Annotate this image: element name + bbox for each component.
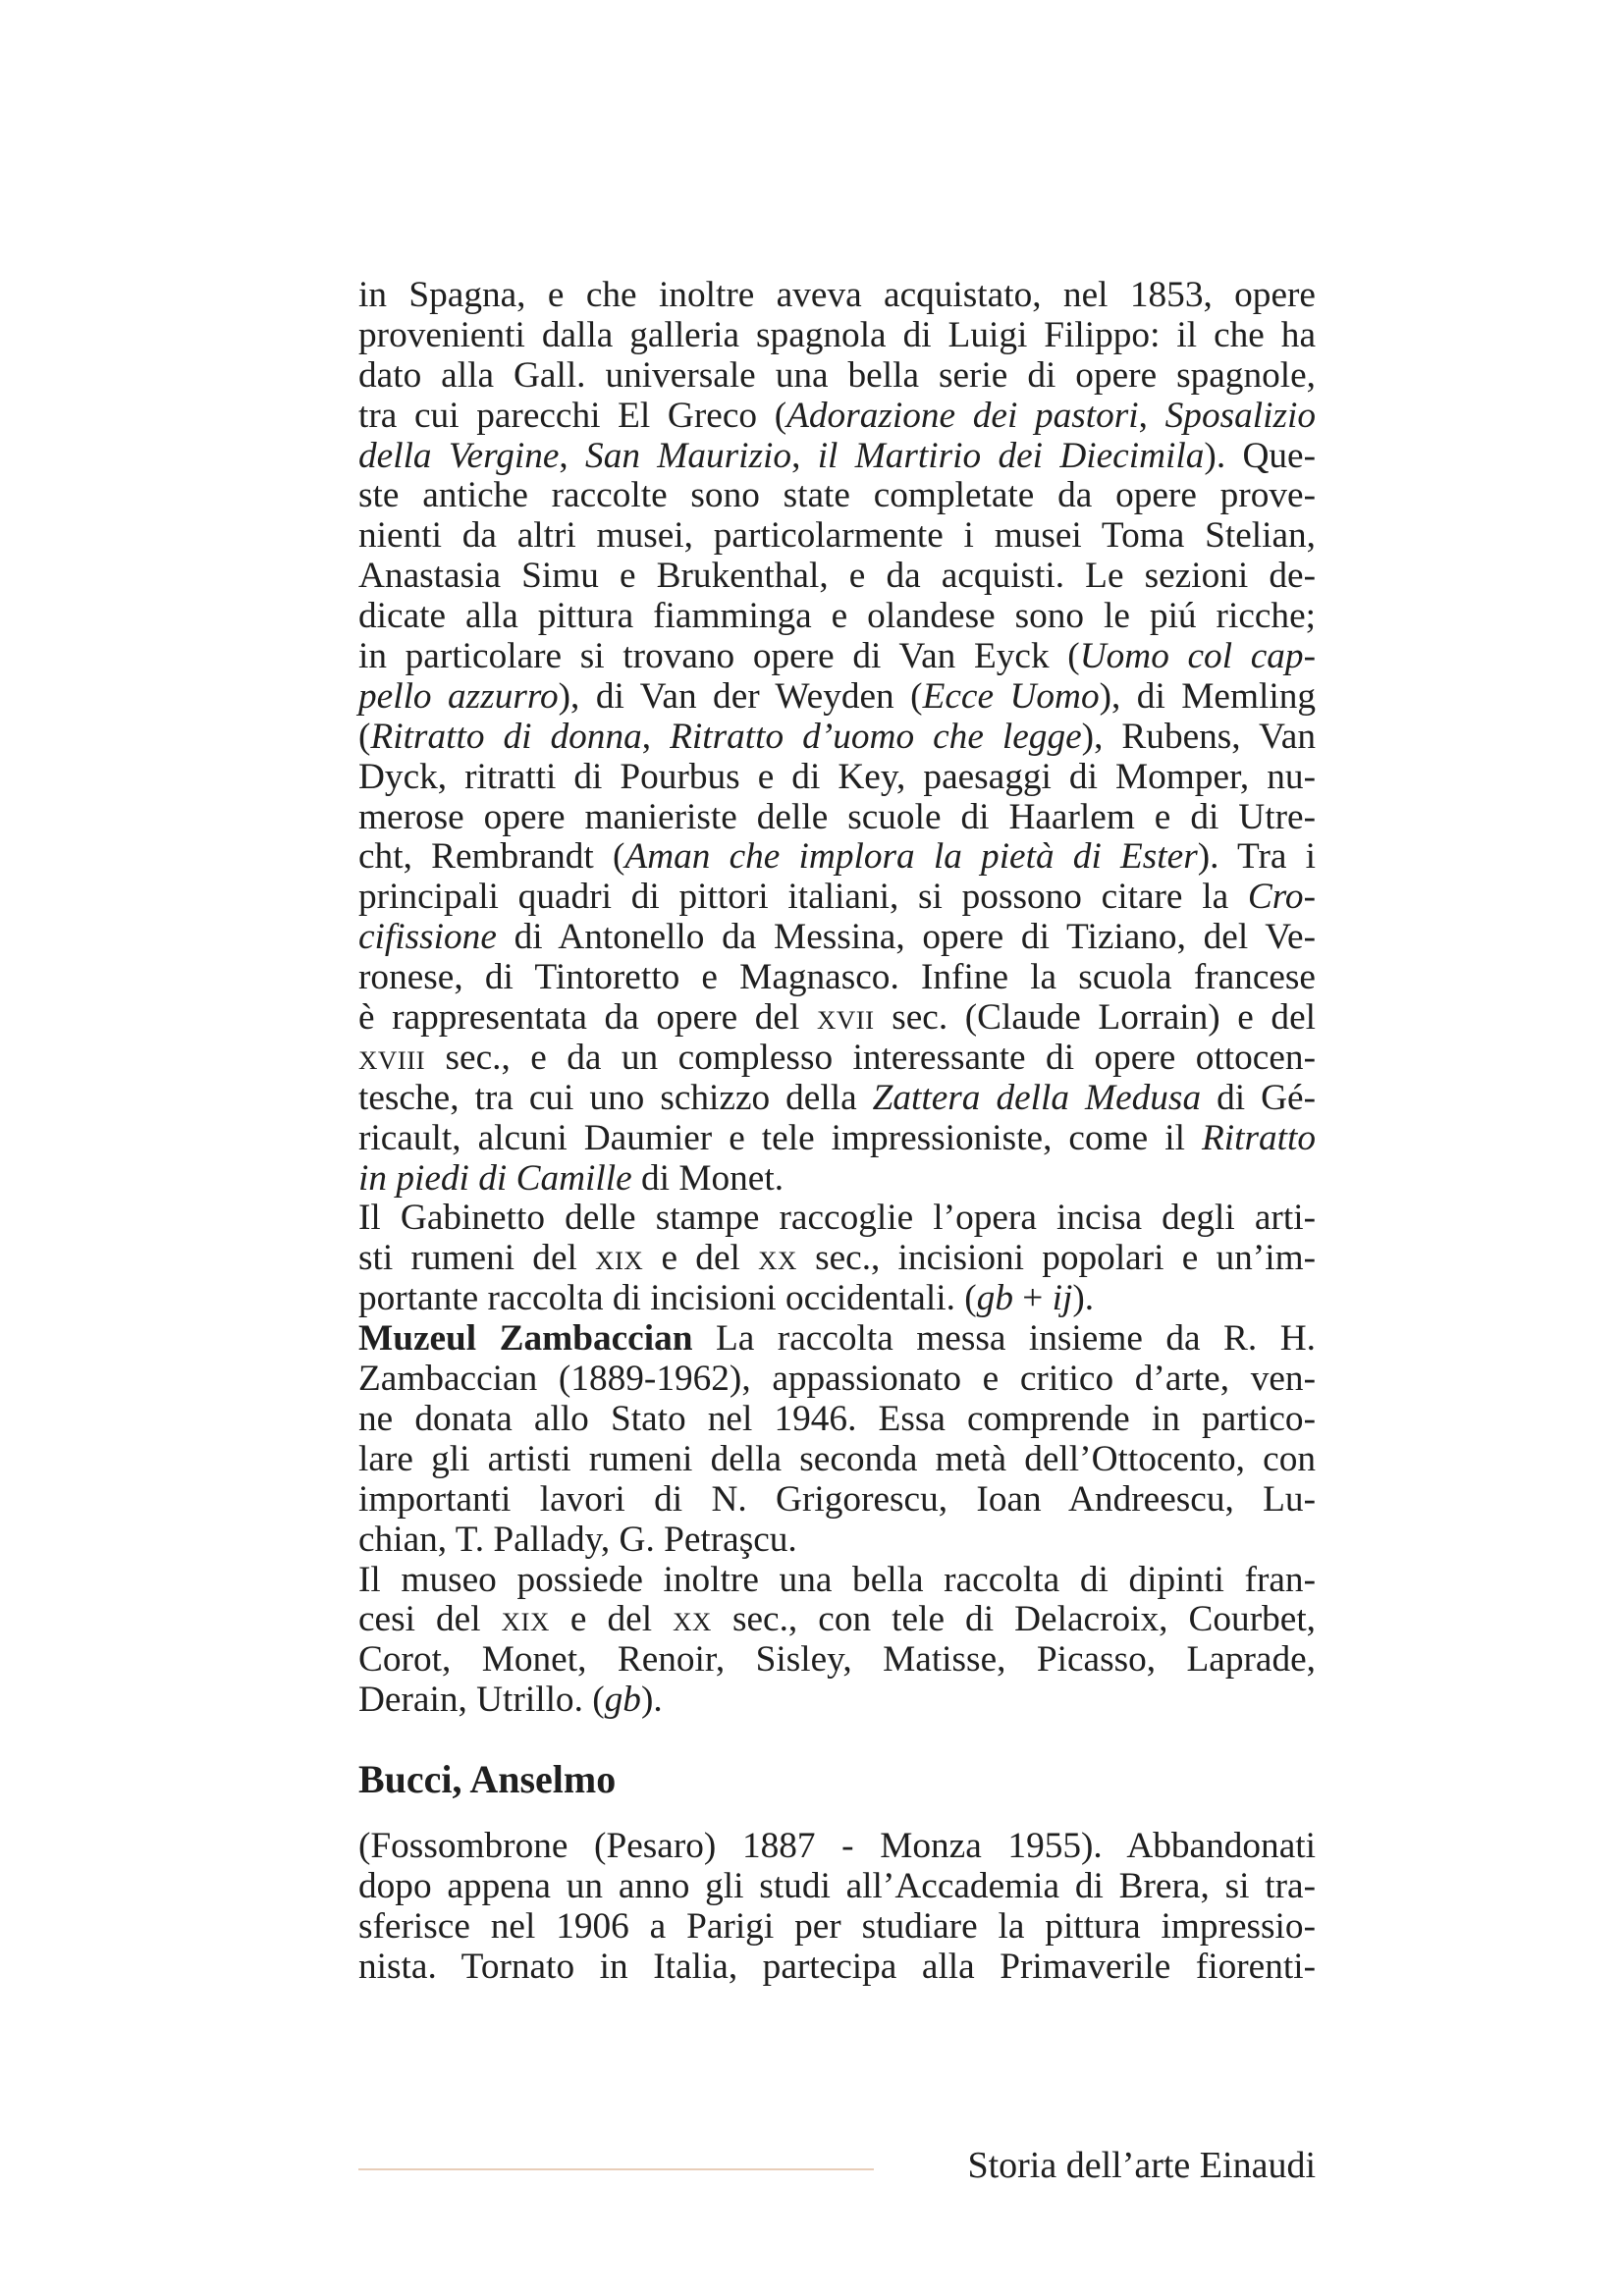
text-run: è rappresentata da opere del: [358, 997, 817, 1039]
body-text: [358, 276, 1316, 1988]
text-run: dato alla Gall. universale una bella serie di opere spagnole,: [358, 354, 1316, 396]
text-run: in particolare si trovano opere di Van Eyck (: [358, 636, 1080, 677]
century-numeral: XVII: [816, 1005, 875, 1036]
italic-title: in piedi di Camille: [358, 1157, 632, 1199]
text-run: (: [358, 716, 371, 757]
text-line: [358, 798, 1316, 838]
text-line: [358, 677, 1316, 718]
text-line: [358, 437, 1316, 477]
italic-title: Aman che implora la pietà di Ester: [624, 836, 1198, 878]
text-line: [358, 1199, 1316, 1239]
text-run: cht, Rembrandt (: [358, 836, 625, 878]
text-run: ricault, alcuni Daumier e tele impressioniste, come il: [358, 1117, 1202, 1158]
italic-title: cifissione: [358, 917, 497, 958]
text-run: ste antiche raccolte sono state completate da opere prove-: [358, 475, 1316, 516]
text-line: [358, 1561, 1316, 1601]
text-run: ). Que-: [1204, 435, 1316, 476]
text-run: dopo appena un anno gli studi all’Accademia di Brera, si tra-: [358, 1865, 1316, 1906]
text-line: [358, 1319, 1316, 1360]
text-line: [358, 1480, 1316, 1521]
text-run: Bucci, Anselmo: [358, 1757, 617, 1802]
text-run: sec., e da un complesso interessante di opere ottocen-: [425, 1037, 1316, 1078]
text-run: ,: [559, 435, 586, 476]
text-run: in Spagna, e che inoltre aveva acquistato, nel 1853, opere: [358, 275, 1316, 315]
text-run: lare gli artisti rumeni della seconda metà dell’Ottocento, con: [358, 1438, 1316, 1479]
text-run: merose opere manieriste delle scuole di Haarlem e di Utre-: [358, 796, 1316, 837]
bold-subheading: Muzeul Zambaccian: [358, 1318, 693, 1360]
italic-title: Sposalizio: [1164, 395, 1316, 436]
italic-title: il Martirio dei Diecimila: [817, 435, 1205, 476]
text-run: di Gé-: [1201, 1077, 1317, 1118]
text-run: Anastasia Simu e Brukenthal, e da acquisti. Le sezioni de-: [358, 556, 1316, 597]
text-line: [358, 958, 1316, 998]
text-run: ne donata allo Stato nel 1946. Essa comprende in partico-: [358, 1398, 1316, 1439]
text-run: Il Gabinetto delle stampe raccoglie l’opera incisa degli arti-: [358, 1198, 1316, 1239]
text-run: Dyck, ritratti di Pourbus e di Key, paesaggi di Momper, nu-: [358, 756, 1316, 797]
text-line: [358, 1681, 1316, 1721]
italic-title: Cro-: [1247, 877, 1316, 918]
text-line: [358, 918, 1316, 958]
text-run: ).: [1072, 1278, 1095, 1319]
italic-title: San Maurizio: [585, 435, 792, 476]
text-run: (Fossombrone (Pesaro) 1887 - Monza 1955). Abbandonati: [358, 1825, 1316, 1866]
century-numeral: XIX: [501, 1607, 550, 1637]
italic-title: ij: [1052, 1278, 1073, 1319]
text-run: principali quadri di pittori italiani, si possono citare la: [358, 877, 1248, 918]
text-run: ).: [640, 1680, 663, 1721]
text-line: [358, 1119, 1316, 1159]
text-run: chian, T. Pallady, G. Petraşcu.: [358, 1519, 797, 1560]
text-run: Il museo possiede inoltre una bella raccolta di dipinti fran-: [358, 1559, 1316, 1600]
text-line: [358, 476, 1316, 516]
text-line: [358, 998, 1316, 1039]
footer-rule: [358, 2168, 874, 2170]
text-run: e del: [549, 1599, 674, 1640]
text-run: Corot, Monet, Renoir, Sisley, Matisse, Picasso, Laprade,: [358, 1639, 1316, 1681]
text-run: e del: [643, 1238, 759, 1279]
text-line: [358, 1440, 1316, 1480]
text-run: Derain, Utrillo. (: [358, 1680, 605, 1721]
text-line: [358, 1159, 1316, 1200]
text-line: [358, 1867, 1316, 1907]
italic-title: Ritratto di donna: [370, 716, 642, 757]
italic-title: Ritratto: [1201, 1117, 1316, 1158]
text-run: +: [1012, 1278, 1053, 1319]
text-line: [358, 758, 1316, 798]
text-run: dicate alla pittura fiamminga e olandese sono le piú ricche;: [358, 596, 1316, 637]
italic-title: Zattera della Medusa: [872, 1077, 1202, 1118]
text-run: ). Tra i: [1197, 836, 1316, 878]
text-line: [358, 1400, 1316, 1440]
text-run: ), di Van der Weyden (: [558, 675, 923, 717]
text-line: [358, 316, 1316, 356]
italic-title: gb: [976, 1278, 1013, 1319]
text-run: portante raccolta di incisioni occidentali. (: [358, 1278, 977, 1319]
italic-title: Adorazione dei pastori: [786, 395, 1139, 436]
century-numeral: XX: [673, 1607, 712, 1637]
text-run: di Monet.: [631, 1157, 784, 1199]
italic-title: Ritratto d’uomo che legge: [670, 716, 1082, 757]
text-run: tesche, tra cui uno schizzo della: [358, 1077, 873, 1118]
text-line: [358, 718, 1316, 758]
text-line: [358, 1948, 1316, 1988]
italic-title: Ecce Uomo: [922, 675, 1100, 717]
text-run: tra cui parecchi El Greco (: [358, 395, 787, 436]
text-line: [358, 1827, 1316, 1867]
text-line: [358, 1079, 1316, 1119]
italic-title: Uomo col cap-: [1079, 636, 1316, 677]
text-line: [358, 1279, 1316, 1319]
text-line: [358, 1907, 1316, 1948]
text-run: provenienti dalla galleria spagnola di Luigi Filippo: il che ha: [358, 314, 1316, 355]
text-line: [358, 1640, 1316, 1681]
text-line: [358, 1039, 1316, 1079]
century-numeral: XIX: [595, 1246, 644, 1276]
century-numeral: XVIII: [358, 1044, 426, 1075]
text-run: La raccolta messa insieme da R. H.: [692, 1318, 1316, 1360]
text-line: [358, 1521, 1316, 1561]
text-run: nista. Tornato in Italia, partecipa alla Primaverile fiorenti-: [358, 1946, 1316, 1987]
text-line: [358, 878, 1316, 918]
text-line: [358, 1239, 1316, 1279]
italic-title: pello azzurro: [358, 675, 559, 717]
text-run: ,: [791, 435, 818, 476]
text-line: [358, 516, 1316, 557]
text-run: cesi del: [358, 1599, 502, 1640]
text-line: [358, 356, 1316, 397]
century-numeral: XX: [758, 1246, 797, 1276]
text-run: sec., incisioni popolari e un’im-: [796, 1238, 1317, 1279]
text-run: ), Rubens, Van: [1081, 716, 1316, 757]
text-run: Zambaccian (1889-1962), appassionato e critico d’arte, ven-: [358, 1359, 1316, 1400]
text-run: ), di Memling: [1099, 675, 1317, 717]
text-run: ,: [1138, 395, 1165, 436]
text-line: [358, 557, 1316, 597]
text-line: [358, 597, 1316, 637]
italic-title: gb: [604, 1680, 641, 1721]
text-run: nienti da altri musei, particolarmente i musei Toma Stelian,: [358, 515, 1316, 557]
text-line: [358, 397, 1316, 437]
text-run: importanti lavori di N. Grigorescu, Ioan Andreescu, Lu-: [358, 1478, 1316, 1520]
footer-title: Storia dell’arte Einaudi: [967, 2145, 1316, 2186]
entry-heading: [358, 1757, 1316, 1802]
text-run: sec. (Claude Lorrain) e del: [874, 997, 1316, 1039]
text-run: ,: [641, 716, 671, 757]
text-line: [358, 1600, 1316, 1640]
text-run: sec., con tele di Delacroix, Courbet,: [711, 1599, 1317, 1640]
text-run: ronese, di Tintoretto e Magnasco. Infine la scuola francese: [358, 957, 1316, 998]
text-run: di Antonello da Messina, opere di Tiziano, del Ve-: [496, 917, 1316, 958]
text-run: sti rumeni del: [358, 1238, 596, 1279]
text-run: sferisce nel 1906 a Parigi per studiare la pittura impressio-: [358, 1905, 1316, 1947]
text-line: [358, 637, 1316, 677]
text-line: [358, 1360, 1316, 1400]
text-line: [358, 276, 1316, 316]
text-line: [358, 837, 1316, 878]
italic-title: della Vergine: [358, 435, 560, 476]
